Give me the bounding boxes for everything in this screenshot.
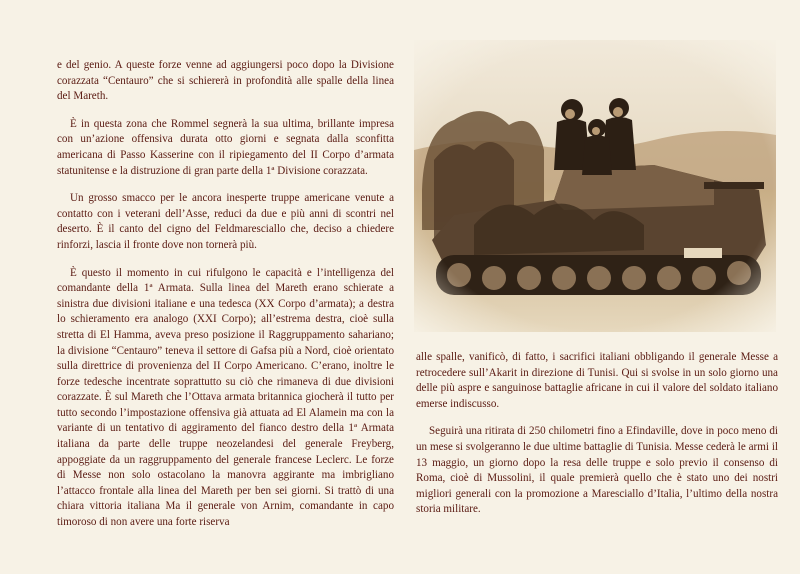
paragraph: È questo il momento in cui rifulgono le capacità e l’intelligenza del comandante della 1ª Armata. Sulla linea del Mareth erano schierate a sinistra due divisioni italiane e una tedesca (XX Corpo d’armata); a destra lo schieramento era analogo (XXI Corpo); all’estrema destra, cioè sulla stretta di El Hamma, aveva preso posizione il Raggruppamento sahariano; la divisione “Centauro” teneva il settore di Gafsa più a Nord, cioè orientato sulla direttrice di provenienza del II Corpo Americano. C’erano, inoltre le forze tedesche incentrate soprattutto su ciò che rimaneva di due divisioni corazzate. È sul Mareth che l’Ottava armata britannica giocherà il tutto per tutto secondo l’impostazione offensiva già attuata ad El Alamein ma con la variante di un tentativo di aggiramento del fianco destro della 1ª Armata italiana da parte delle truppe neozelandesi del generale Freyberg, appoggiate da un raggruppamento del generale francese Leclerc. Le forze di Messe non solo ostacolano la manovra aggirante ma imbrigliano l’attacco frontale alla linea del Mareth per ben sei giorni. Si trattò di una chiara vittoria italiana Ma il generale von Arnim, comandante in capo timoroso di non avere una forte riserva (57, 266, 394, 529)
right-text-column (416, 350, 778, 530)
paragraph: Seguirà una ritirata di 250 chilometri fino a Efindaville, dove in poco meno di un mese si svolgeranno le due ultime battaglie di Tunisia. Messe cederà le armi il 13 maggio, un giorno dopo la resa delle truppe e solo previo il consenso di Roma, cioè di Mussolini, il quale premierà quello che è stato uno dei nostri migliori generali con la promozione a Maresciallo d’Italia, l’ultimo della nostra storia militare. (416, 425, 778, 516)
left-text-column (57, 58, 394, 543)
paragraph: Un grosso smacco per le ancora inesperte truppe americane venute a contatto con i veterani dell’Asse, reduci da due e più anni di scontri nel deserto. È il canto del cigno del Feldmaresciallo che, deciso a chiedere rinforzi, lascia il fronte dove non tornerà più. (57, 192, 394, 251)
paragraph: alle spalle, vanificò, di fatto, i sacrifici italiani obbligando il generale Messe a retrocedere sull’Akarit in direzione di Tunisi. Qui si svolse in un solo giorno una delle più aspre e sanguinose battaglie africane in cui il valore del soldato italiano emerse indiscusso. (416, 351, 778, 410)
paragraph: È in questa zona che Rommel segnerà la sua ultima, brillante impresa con un’azione offensiva durata otto giorni e segnata dalla sconfitta americana di Passo Kasserine con il ripiegamento del II Corpo d’armata statunitense e la distruzione di gran parte della 1ª Divisione corazzata. (57, 117, 394, 177)
tank-photo-image (414, 40, 776, 332)
tank-photograph (414, 40, 776, 332)
paragraph: e del genio. A queste forze venne ad aggiungersi poco dopo la Divisione corazzata “Centauro” che si schiererà in profondità alle spalle della linea del Mareth. (57, 59, 394, 103)
